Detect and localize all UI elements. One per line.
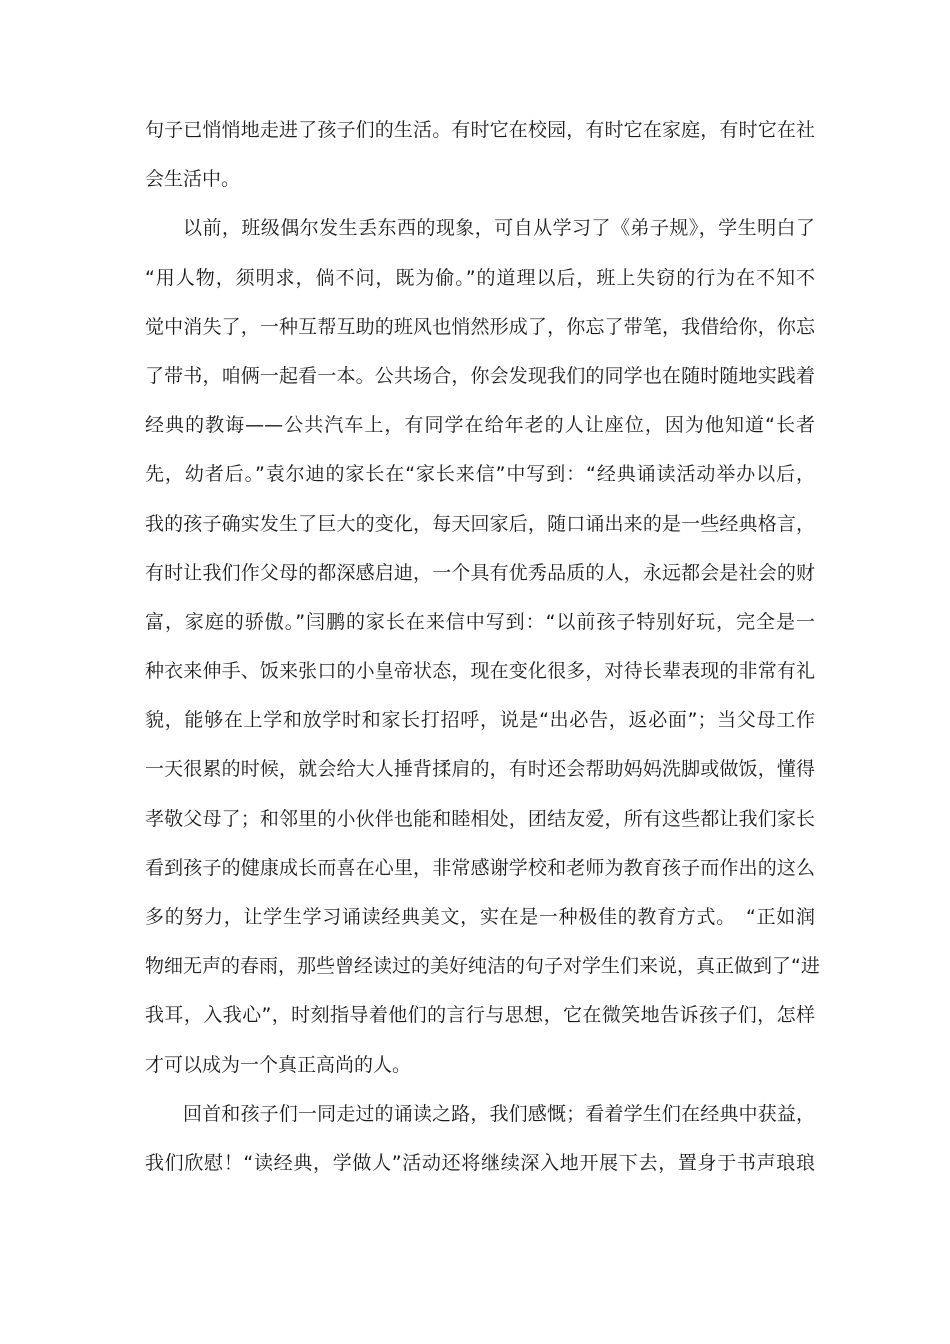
text-line: 才可以成为一个真正高尚的人。	[145, 1053, 412, 1076]
text-line: 了带书，咱俩一起看一本。公共场合，你会发现我们的同学也在随时随地实践着	[145, 364, 815, 387]
text-line: 孝敬父母了；和邻里的小伙伴也能和睦相处，团结友爱，所有这些都让我们家长	[145, 807, 815, 830]
text-line: 经典的教诲——公共汽车上，有同学在给年老的人让座位，因为他知道“长者	[145, 414, 815, 437]
text-line: 我耳，入我心”，时刻指导着他们的言行与思想，它在微笑地告诉孩子们，怎样	[145, 1004, 815, 1027]
document-body	[145, 106, 820, 1188]
text-line: 觉中消失了，一种互帮互助的班风也悄然形成了，你忘了带笔，我借给你，你忘	[145, 315, 815, 338]
paragraph-first-line: 以前，班级偶尔发生丢东西的现象，可自从学习了《弟子规》，学生明白了	[183, 217, 815, 240]
text-line: 我们欣慰！“读经典，学做人”活动还将继续深入地开展下去，置身于书声琅琅	[145, 1151, 815, 1174]
text-line: 我的孩子确实发生了巨大的变化，每天回家后，随口诵出来的是一些经典格言，	[145, 512, 815, 535]
text-line: 看到孩子的健康成长而喜在心里，非常感谢学校和老师为教育孩子而作出的这么	[145, 856, 815, 879]
paragraph-first-line: 回首和孩子们一同走过的诵读之路，我们感慨；看着学生们在经典中获益，	[183, 1102, 815, 1125]
text-line: 貌，能够在上学和放学时和家长打招呼，说是“出必告，返必面”；当父母工作	[145, 709, 815, 732]
text-line: 会生活中。	[145, 168, 241, 191]
text-line: 富，家庭的骄傲。”闫鹏的家长在来信中写到：“以前孩子特别好玩，完全是一	[145, 610, 815, 633]
text-line: 一天很累的时候，就会给大人捶背揉肩的，有时还会帮助妈妈洗脚或做饭，懂得	[145, 758, 815, 781]
text-line: “用人物，须明求，倘不问，既为偷。”的道理以后，班上失窃的行为在不知不	[145, 266, 815, 289]
text-line: 种衣来伸手、饭来张口的小皇帝状态，现在变化很多，对待长辈表现的非常有礼	[145, 660, 815, 683]
text-line: 多的努力，让学生学习诵读经典美文，实在是一种极佳的教育方式。 “正如润	[145, 906, 815, 928]
text-line: 句子已悄悄地走进了孩子们的生活。有时它在校园，有时它在家庭，有时它在社	[145, 119, 815, 141]
text-line: 有时让我们作父母的都深感启迪，一个具有优秀品质的人，永远都会是社会的财	[145, 561, 815, 584]
text-line: 先，幼者后。”袁尔迪的家长在“家长来信”中写到：“经典诵读活动举办以后，	[145, 463, 815, 486]
text-line: 物细无声的春雨，那些曾经读过的美好纯洁的句子对学生们来说，真正做到了“进	[145, 955, 820, 978]
